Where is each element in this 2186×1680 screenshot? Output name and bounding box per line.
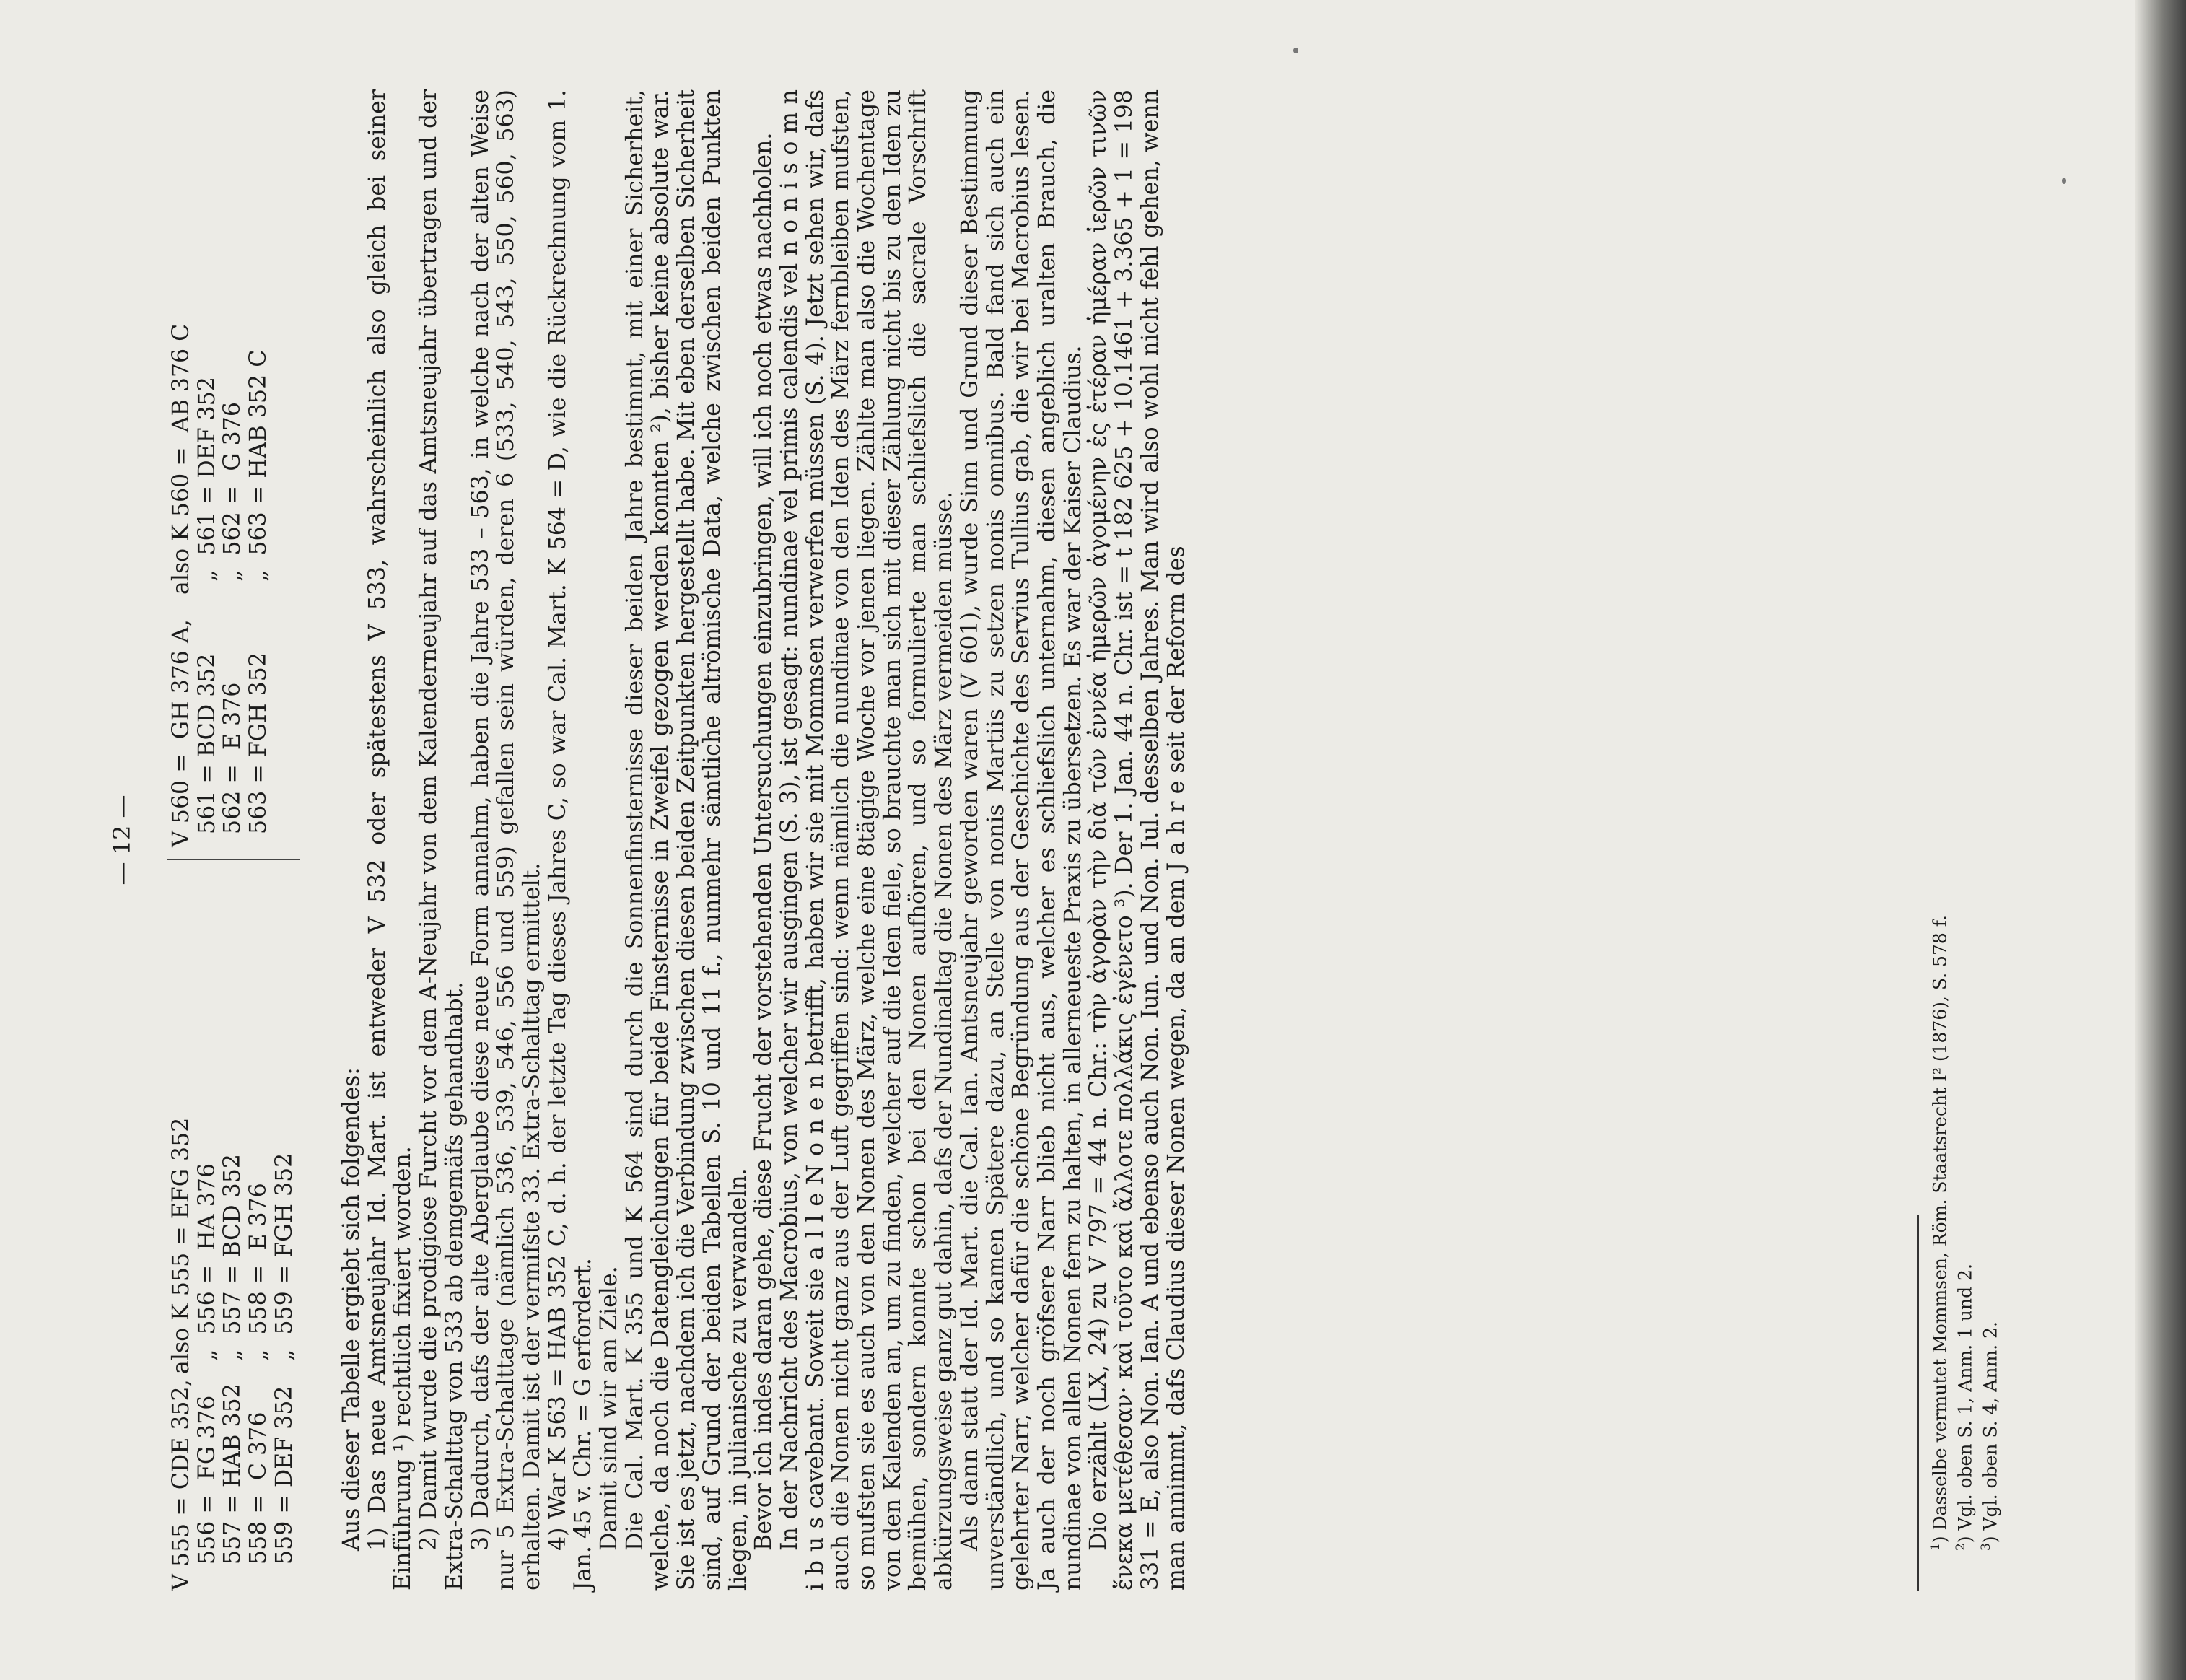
footnote bbox=[1951, 89, 1976, 1591]
table-cell: „ 558 = E 376 bbox=[245, 1183, 272, 1361]
paragraph: 1) Das neue Amtsneujahr Id. Mart. ist entweder V 532 oder spätestens V 533, wahrscheinlich also gleich bei seiner Einführung ¹) rechtlich fixiert worden. bbox=[364, 89, 416, 1591]
table-column-3 bbox=[169, 619, 297, 847]
table-column-4 bbox=[169, 324, 297, 595]
table-cell: „ 557 = BCD 352 bbox=[219, 1154, 246, 1361]
table-cell: 561 = BCD 352 bbox=[193, 653, 220, 834]
table-cell: „ 562 = G 376 bbox=[219, 402, 246, 582]
footnote-rule bbox=[1917, 1215, 1919, 1591]
footnote bbox=[1976, 89, 2001, 1591]
table-cell: V 555 = CDE 352, bbox=[168, 1379, 194, 1591]
table-cell bbox=[272, 619, 298, 847]
rotated-book-page bbox=[104, 89, 2081, 1591]
table-cell: „ 561 = DEF 352 bbox=[193, 377, 220, 582]
paragraph: Die Cal. Mart. K 355 und K 564 sind durch die Sonnenfinsternisse dieser beiden Jahre bestimmt, mit einer Sicherheit, welche, da noch die Datengleichungen für beide Finsternisse in Zweifel gezogen werden konnten ²), bisher keine absolute war. Sie ist es jetzt, nachdem ich die Verbindung zwischen diesen beiden Zeitpunkten hergestellt habe. Mit eben derselben Sicherheit sind, auf Grund der beiden Tabellen S. 10 und 11 f., nunmehr sämtliche altrömische Data, welche zwischen beiden Punkten liegen, in julianische zu verwandeln. bbox=[621, 89, 751, 1591]
footnote-mark: 3 bbox=[1978, 1543, 1993, 1551]
page-edge-shadow bbox=[2135, 0, 2186, 1680]
paragraph: Damit sind wir am Ziele. bbox=[596, 1266, 623, 1551]
footnotes bbox=[1925, 89, 2001, 1591]
table-cell: 556 = FG 376 bbox=[193, 1395, 220, 1565]
table-cell: „ 559 = FGH 352 bbox=[271, 1152, 297, 1361]
paragraph: 3) Dadurch, dafs der alte Aberglaube diese neue Form annahm, haben die Jahre 533 – 563, in welche nach der alten Weise nur 5 Extra-Schalttage (nämlich 536, 539, 546, 556 und 559) gefallen sein würden, deren 6 (533, 540, 543, 550, 560, 563) erhalten. Damit ist der vermifste 33. Extra-Schalttag ermittelt. bbox=[467, 89, 545, 1591]
table-cell bbox=[272, 324, 298, 595]
footnote-mark: 1 bbox=[1928, 1543, 1943, 1551]
table-cell: V 560 = GH 376 A, bbox=[168, 619, 194, 847]
paragraph: In der Nachricht des Macrobius, von welcher wir ausgingen (S. 3), ist gesagt: nundinae vel primis calendis vel n o n i s o m n i b u s cavebant. Soweit sie a l l e N o n e n betrifft, haben wir sie mit Mommsen verwerfen müssen (S. 4). Jetzt sehen wir, dafs auch die Nonen nicht ganz aus der Luft gegriffen sind: wenn nämlich die nundinae von den Iden des März fernbleiben mufsten, so mufsten sie es auch von den Nonen des März, welche eine 8tägige Woche vor jenen liegen. Zählte man also die Wochentage von den Kalenden an, um zu finden, welcher auf die Iden fiele, so brauchte man sich mit dieser Zählung nicht bis zu den Iden zu bemühen, sondern konnte schon bei den Nonen aufhören, und so formulierte man schliefslich die sacrale Vorschrift abkürzungsweise ganz gut dahin, dafs der Nundinaltag die Nonen des März vermeiden müsse. bbox=[776, 89, 958, 1591]
footnote-mark: 2 bbox=[1953, 1543, 1968, 1551]
table-column-2 bbox=[169, 1118, 297, 1374]
paragraph: Als dann statt der Id. Mart. die Cal. Ian. Amtsneujahr geworden waren (V 601), wurde Sinn und Grund dieser Bestimmung unverständlich, und so kamen Spätere dazu, an Stelle von nonis Martiis zu setzen nonis omnibus. Bald fand sich auch ein gelehrter Narr, welcher dafür die schöne Begründung aus der Geschichte des Servius Tullius gab, die wir bei Macrobius lesen. Ja auch der noch gröfsere Narr blieb nicht aus, welcher es schliefslich unternahm, diesen angeblich uralten Brauch, die nundinae von allen Nonen fern zu halten, in allerneueste Praxis zu übersetzen. Es war der Kaiser Claudius. bbox=[956, 89, 1086, 1591]
table-cell: 557 = HAB 352 bbox=[219, 1383, 246, 1565]
table-cell: „ 563 = HAB 352 C bbox=[245, 349, 272, 582]
footnote-text: ) Vgl. oben S. 1, Anm. 1 und 2. bbox=[1954, 1264, 1976, 1544]
table-cell: „ 556 = HA 376 bbox=[193, 1163, 220, 1361]
table-cell: 563 = FGH 352 bbox=[245, 652, 272, 834]
footnote-text: ) Dasselbe vermutet Mommsen, Röm. Staatsrecht I² (1876), S. 578 f. bbox=[1929, 914, 1951, 1544]
table-divider bbox=[167, 859, 300, 860]
table-cell: also K 560 = AB 376 C bbox=[168, 323, 194, 595]
table-cell: 558 = C 376 bbox=[245, 1412, 272, 1565]
page-number: — 12 — bbox=[108, 795, 136, 885]
footnote-text: ) Vgl. oben S. 4, Anm. 2. bbox=[1979, 1321, 2001, 1544]
table-cell: also K 555 = EFG 352 bbox=[168, 1117, 194, 1374]
table-cell: 562 = E 376 bbox=[219, 682, 246, 834]
table-column-1 bbox=[169, 1379, 297, 1591]
paragraph: Bevor ich indes daran gehe, diese Frucht der vorstehenden Untersuchungen einzubringen, will ich noch etwas nachholen. bbox=[751, 132, 777, 1551]
paragraph: Dio erzählt (LX, 24) zu V 797 = 44 n. Chr.: τὴν ἀγορὰν τὴν διὰ τῶν ἐννέα ἡμερῶν ἀγομένην ἐς ἑτέραν ἡμέραν ἱερῶν τινῶν ἕνεκα μετέθεσαν· καὶ τοῦτο καὶ ἄλλοτε πολλάκις ἐγένετο ³). Der 1. Jan. 44 n. Chr. ist = t 182 625 + 10.1461 + 3.365 + 1 = 198 331 = E, also Non. Ian. A und ebenso auch Non. Iun. und Non. Iul. desselben Jahres. Man wird also wohl nicht fehl gehen, wenn man annimmt, dafs Claudius dieser Nonen wegen, da an dem J a h r e seit der Reform des bbox=[1085, 89, 1189, 1591]
main-text bbox=[339, 89, 1189, 1591]
paragraph: Aus dieser Tabelle ergiebt sich folgendes: bbox=[338, 1067, 364, 1551]
footnote bbox=[1925, 89, 1951, 1591]
paragraph: 4) War K 563 = HAB 352 C, d. h. der letzte Tag dieses Jahres C, so war Cal. Mart. K 564 = D, wie die Rückrechnung vom 1. Jan. 45 v. Chr. = G erfordert. bbox=[544, 89, 597, 1591]
paragraph: 2) Damit wurde die prodigiose Furcht vor dem A-Neujahr von dem Kalenderneujahr auf das Amtsneujahr übertragen und der Extra-Schalttag von 533 ab demgemäfs gehandhabt. bbox=[416, 89, 468, 1591]
table-cell: 559 = DEF 352 bbox=[271, 1386, 297, 1565]
paper-speck bbox=[1293, 48, 1298, 53]
